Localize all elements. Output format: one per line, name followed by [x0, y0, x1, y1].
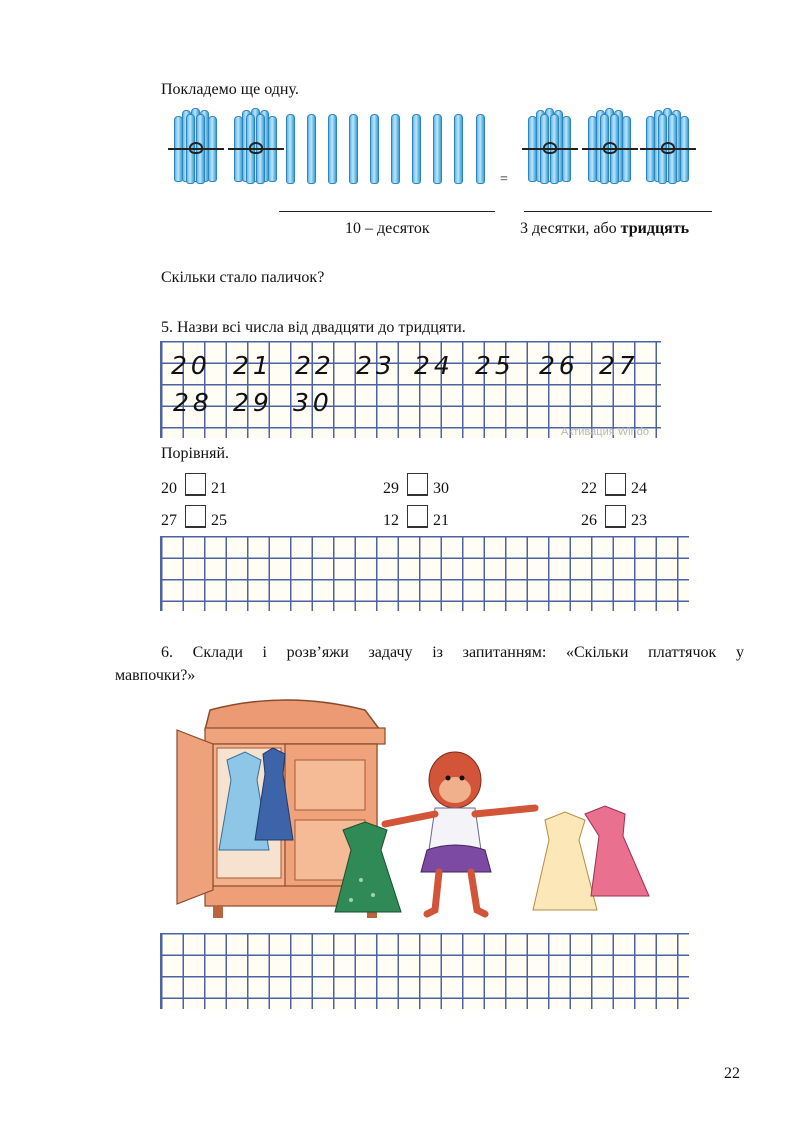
stick-icon: [476, 114, 485, 184]
equals-sign: =: [500, 172, 508, 187]
answer-line-right[interactable]: [524, 211, 712, 212]
compare-left-number: 22: [581, 480, 597, 497]
compare-title: Порівняй.: [161, 445, 230, 462]
task6-text-line1: 6. Склади і розв’яжи задачу із запитанням: «Скільки платтячок у: [161, 644, 744, 661]
page-number: 22: [724, 1065, 740, 1082]
compare-answer-box[interactable]: [185, 505, 206, 528]
compare-item: [161, 478, 241, 500]
label-three-tens: [520, 219, 689, 239]
compare-left-number: 20: [161, 480, 177, 497]
compare-left-number: 12: [383, 512, 399, 529]
intro-text: Покладемо ще одну.: [161, 81, 299, 98]
bundle-of-ten-icon: [174, 108, 218, 184]
compare-item: [161, 510, 241, 532]
compare-right-number: 23: [631, 512, 647, 529]
compare-left-number: 26: [581, 512, 597, 529]
stick-icon: [286, 114, 295, 184]
answer-line-left[interactable]: [279, 211, 495, 212]
label-three-tens-bold: тридцять: [620, 220, 690, 237]
compare-answer-box[interactable]: [605, 473, 626, 496]
label-three-tens-prefix: 3 десятки, або: [520, 220, 617, 237]
stick-icon: [370, 114, 379, 184]
compare-right-number: 30: [433, 480, 449, 497]
bundle-of-ten-icon: [646, 108, 690, 184]
monkey-icon: [385, 752, 535, 914]
sticks-illustration: [170, 104, 710, 194]
bundle-of-ten-icon: [234, 108, 278, 184]
compare-item: [383, 478, 463, 500]
compare-answer-box[interactable]: [605, 505, 626, 528]
compare-right-number: 25: [211, 512, 227, 529]
label-ten: 10 – десяток: [345, 220, 430, 237]
stick-icon: [307, 114, 316, 184]
handwritten-number: 25: [475, 351, 515, 380]
compare-right-number: 21: [211, 480, 227, 497]
handwritten-number: 29: [233, 388, 273, 417]
watermark-text: Активация Windo: [561, 426, 649, 438]
handwritten-number: 28: [173, 388, 213, 417]
dress-icon: [533, 812, 597, 910]
task5-title: 5. Назви всі числа від двадцяти до тридцяти.: [161, 319, 466, 336]
task6-text-line2: мавпочки?»: [115, 667, 196, 684]
compare-left-number: 27: [161, 512, 177, 529]
compare-item: [383, 510, 463, 532]
dress-icon: [585, 806, 649, 896]
question-text: Скільки стало паличок?: [161, 269, 325, 286]
compare-answer-box[interactable]: [185, 473, 206, 496]
wardrobe-monkey-illustration: [165, 690, 665, 930]
stick-icon: [454, 114, 463, 184]
task6-grid[interactable]: [160, 933, 689, 1009]
handwritten-number: 27: [599, 351, 639, 380]
stick-icon: [391, 114, 400, 184]
handwritten-number: 20: [171, 351, 211, 380]
compare-item: [581, 478, 661, 500]
bundle-of-ten-icon: [588, 108, 632, 184]
stick-icon: [328, 114, 337, 184]
compare-answer-box[interactable]: [407, 505, 428, 528]
compare-right-number: 21: [433, 512, 449, 529]
compare-left-number: 29: [383, 480, 399, 497]
task5-grid[interactable]: [160, 341, 661, 438]
handwritten-number: 24: [414, 351, 454, 380]
bundle-of-ten-icon: [528, 108, 572, 184]
stick-icon: [433, 114, 442, 184]
handwritten-number: 26: [539, 351, 579, 380]
handwritten-number: 23: [356, 351, 396, 380]
stick-icon: [349, 114, 358, 184]
compare-answer-box[interactable]: [407, 473, 428, 496]
compare-item: [581, 510, 661, 532]
handwritten-number: 22: [295, 351, 335, 380]
handwritten-number: 21: [233, 351, 273, 380]
handwritten-number: 30: [293, 388, 333, 417]
compare-grid[interactable]: [160, 536, 689, 611]
stick-icon: [412, 114, 421, 184]
compare-right-number: 24: [631, 480, 647, 497]
